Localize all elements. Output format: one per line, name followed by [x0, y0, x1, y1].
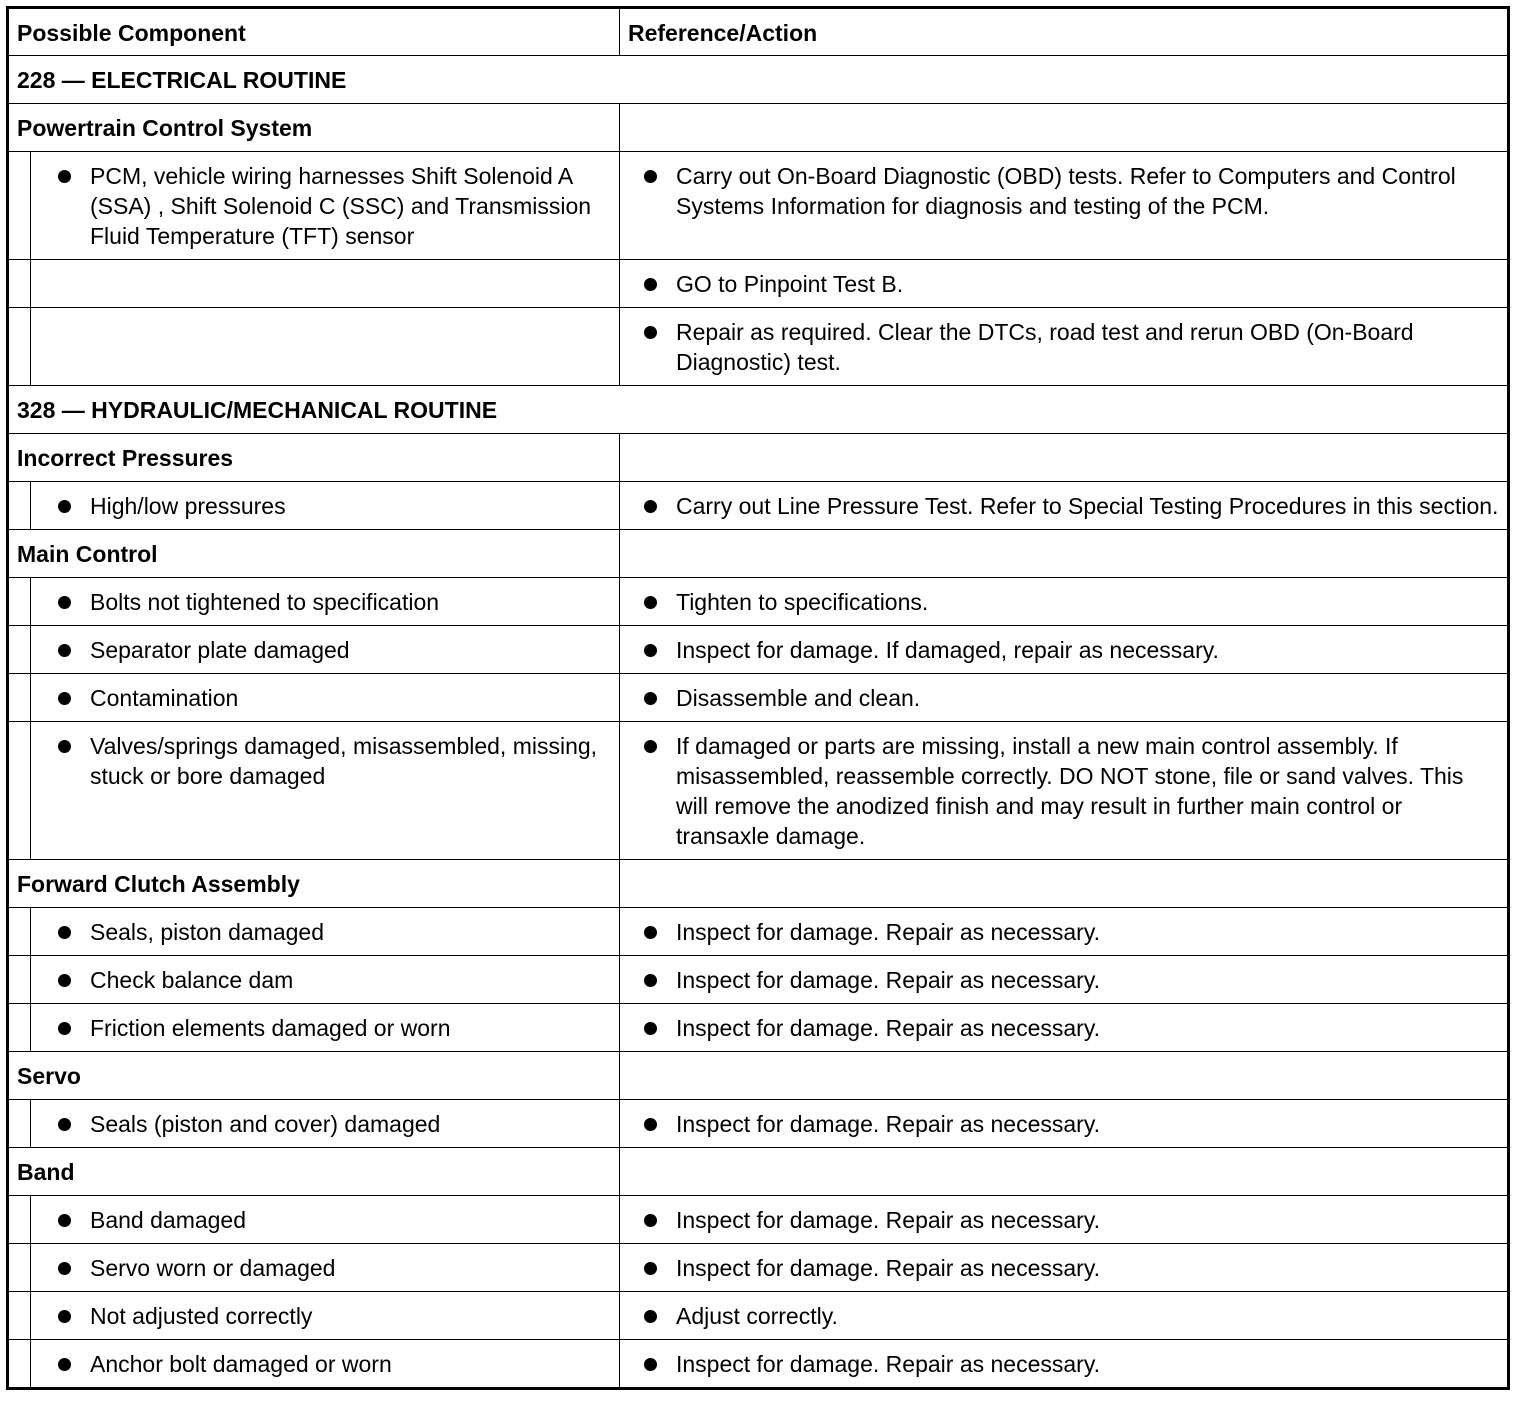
component-cell-text: Not adjusted correctly — [90, 1303, 313, 1329]
indent-cell — [8, 908, 31, 956]
component-cell — [31, 1100, 620, 1148]
bullet-item — [620, 1292, 1507, 1339]
indent-cell — [8, 260, 31, 308]
action-cell — [620, 260, 1509, 308]
action-cell — [620, 308, 1509, 386]
indent-cell — [8, 308, 31, 386]
table-row — [8, 308, 1509, 386]
table-row — [8, 1196, 1509, 1244]
bullet-item — [31, 626, 619, 673]
group-empty-cell — [620, 530, 1509, 578]
bullet-icon — [58, 1214, 71, 1227]
component-cell — [31, 1292, 620, 1340]
bullet-item — [620, 578, 1507, 625]
bullet-item — [31, 1100, 619, 1147]
table-row — [8, 674, 1509, 722]
component-cell — [31, 1340, 620, 1389]
indent-cell — [8, 1100, 31, 1148]
bullet-item — [31, 956, 619, 1003]
action-cell — [620, 1100, 1509, 1148]
bullet-item — [620, 674, 1507, 721]
bullet-icon — [58, 740, 71, 753]
bullet-item — [620, 1340, 1507, 1387]
bullet-item — [620, 260, 1507, 307]
group-title: Main Control — [8, 530, 620, 578]
table-row — [8, 1244, 1509, 1292]
component-cell-text: Bolts not tightened to specification — [90, 589, 440, 615]
header-component: Possible Component — [8, 8, 620, 56]
component-cell — [31, 1244, 620, 1292]
component-cell-text: Seals (piston and cover) damaged — [90, 1111, 441, 1137]
bullet-icon — [644, 740, 657, 753]
component-cell — [31, 1196, 620, 1244]
bullet-icon — [644, 500, 657, 513]
bullet-icon — [644, 1118, 657, 1131]
bullet-icon — [58, 596, 71, 609]
component-cell — [31, 260, 620, 308]
action-cell — [620, 152, 1509, 260]
indent-cell — [8, 674, 31, 722]
group-empty-cell — [620, 1052, 1509, 1100]
action-cell — [620, 1244, 1509, 1292]
action-cell — [620, 956, 1509, 1004]
bullet-icon — [644, 326, 657, 339]
action-cell-text: Adjust correctly. — [676, 1303, 838, 1329]
header-action: Reference/Action — [620, 8, 1509, 56]
diagnosis-table — [6, 6, 1510, 1390]
table-row — [8, 722, 1509, 860]
group-empty-cell — [620, 1148, 1509, 1196]
action-cell — [620, 722, 1509, 860]
group-empty-cell — [620, 434, 1509, 482]
section-title: 328 — HYDRAULIC/MECHANICAL ROUTINE — [8, 386, 1509, 434]
bullet-icon — [58, 644, 71, 657]
component-cell — [31, 482, 620, 530]
bullet-icon — [58, 1118, 71, 1131]
component-cell-text: Seals, piston damaged — [90, 919, 324, 945]
component-cell-text: Contamination — [90, 685, 239, 711]
table-row — [8, 482, 1509, 530]
group-title: Servo — [8, 1052, 620, 1100]
table-row — [8, 260, 1509, 308]
indent-cell — [8, 1292, 31, 1340]
bullet-icon — [58, 926, 71, 939]
bullet-item — [620, 1100, 1507, 1147]
bullet-item — [31, 1004, 619, 1051]
component-cell — [31, 308, 620, 386]
section-row — [8, 56, 1509, 104]
component-cell — [31, 674, 620, 722]
action-cell-text: GO to Pinpoint Test B. — [676, 271, 904, 297]
group-title: Powertrain Control System — [8, 104, 620, 152]
bullet-item — [620, 152, 1507, 229]
indent-cell — [8, 626, 31, 674]
bullet-icon — [644, 926, 657, 939]
bullet-icon — [644, 1214, 657, 1227]
action-cell-text: Disassemble and clean. — [676, 685, 921, 711]
component-cell-text: Valves/springs damaged, misassembled, missing, stuck or bore damaged — [90, 733, 598, 789]
action-cell — [620, 1292, 1509, 1340]
group-empty-cell — [620, 860, 1509, 908]
component-cell — [31, 908, 620, 956]
action-cell-text: Inspect for damage. Repair as necessary. — [676, 967, 1101, 993]
action-cell — [620, 908, 1509, 956]
indent-cell — [8, 1244, 31, 1292]
bullet-icon — [644, 278, 657, 291]
bullet-icon — [644, 644, 657, 657]
component-cell-text: Check balance dam — [90, 967, 294, 993]
action-cell — [620, 482, 1509, 530]
bullet-item — [31, 722, 619, 799]
table-row — [8, 152, 1509, 260]
bullet-icon — [58, 1262, 71, 1275]
component-cell — [31, 722, 620, 860]
bullet-icon — [644, 1310, 657, 1323]
bullet-icon — [644, 1022, 657, 1035]
action-cell-text: Inspect for damage. Repair as necessary. — [676, 1207, 1101, 1233]
bullet-item — [620, 956, 1507, 1003]
bullet-item — [31, 482, 619, 529]
component-cell — [31, 578, 620, 626]
group-empty-cell — [620, 104, 1509, 152]
action-cell-text: If damaged or parts are missing, install a new main control assembly. If misassembled, reassemble correctly. DO NOT stone, file or sand valves. This will remove the anodized finish and may result in further main control or transaxle damage. — [676, 733, 1464, 849]
bullet-item — [620, 626, 1507, 673]
bullet-icon — [58, 500, 71, 513]
component-cell-text: Band damaged — [90, 1207, 247, 1233]
bullet-item — [31, 578, 619, 625]
header-row — [8, 8, 1509, 56]
action-cell-text: Carry out On-Board Diagnostic (OBD) tests. Refer to Computers and Control Systems Information for diagnosis and testing of the PCM. — [676, 163, 1456, 219]
bullet-icon — [644, 974, 657, 987]
bullet-item — [31, 908, 619, 955]
indent-cell — [8, 956, 31, 1004]
component-cell-text: Anchor bolt damaged or worn — [90, 1351, 392, 1377]
bullet-icon — [58, 1022, 71, 1035]
bullet-item — [620, 1004, 1507, 1051]
action-cell-text: Inspect for damage. Repair as necessary. — [676, 1351, 1101, 1377]
bullet-item — [31, 1340, 619, 1387]
bullet-item — [620, 1244, 1507, 1291]
group-row — [8, 860, 1509, 908]
bullet-item — [31, 1244, 619, 1291]
bullet-icon — [58, 692, 71, 705]
group-title: Forward Clutch Assembly — [8, 860, 620, 908]
action-cell-text: Tighten to specifications. — [676, 589, 929, 615]
indent-cell — [8, 1004, 31, 1052]
component-cell-text: Friction elements damaged or worn — [90, 1015, 451, 1041]
bullet-icon — [644, 170, 657, 183]
bullet-icon — [644, 692, 657, 705]
table-row — [8, 1004, 1509, 1052]
action-cell — [620, 578, 1509, 626]
action-cell — [620, 1196, 1509, 1244]
action-cell-text: Inspect for damage. Repair as necessary. — [676, 1111, 1101, 1137]
bullet-icon — [644, 596, 657, 609]
bullet-icon — [644, 1262, 657, 1275]
table-row — [8, 1292, 1509, 1340]
bullet-icon — [644, 1358, 657, 1371]
action-cell-text: Inspect for damage. Repair as necessary. — [676, 1015, 1101, 1041]
action-cell — [620, 1340, 1509, 1389]
indent-cell — [8, 722, 31, 860]
component-cell-text: PCM, vehicle wiring harnesses Shift Solenoid A (SSA) , Shift Solenoid C (SSC) and Transmission Fluid Temperature (TFT) sensor — [90, 163, 592, 249]
group-row — [8, 1148, 1509, 1196]
table-row — [8, 956, 1509, 1004]
action-cell — [620, 674, 1509, 722]
action-cell-text: Inspect for damage. Repair as necessary. — [676, 1255, 1101, 1281]
bullet-icon — [58, 1310, 71, 1323]
indent-cell — [8, 152, 31, 260]
indent-cell — [8, 1340, 31, 1389]
group-title: Band — [8, 1148, 620, 1196]
bullet-item — [620, 482, 1507, 529]
action-cell-text: Repair as required. Clear the DTCs, road test and rerun OBD (On-Board Diagnostic) test. — [676, 319, 1414, 375]
section-title: 228 — ELECTRICAL ROUTINE — [8, 56, 1509, 104]
bullet-item — [620, 722, 1507, 859]
table-row — [8, 578, 1509, 626]
component-cell-text: Servo worn or damaged — [90, 1255, 336, 1281]
bullet-icon — [58, 170, 71, 183]
bullet-icon — [58, 1358, 71, 1371]
group-row — [8, 530, 1509, 578]
group-row — [8, 104, 1509, 152]
action-cell — [620, 626, 1509, 674]
bullet-item — [620, 1196, 1507, 1243]
bullet-item — [620, 908, 1507, 955]
table-row — [8, 1100, 1509, 1148]
group-title: Incorrect Pressures — [8, 434, 620, 482]
group-row — [8, 434, 1509, 482]
bullet-item — [620, 308, 1507, 385]
component-cell — [31, 956, 620, 1004]
action-cell — [620, 1004, 1509, 1052]
indent-cell — [8, 1196, 31, 1244]
component-cell-text: High/low pressures — [90, 493, 286, 519]
action-cell-text: Carry out Line Pressure Test. Refer to Special Testing Procedures in this section. — [676, 493, 1499, 519]
indent-cell — [8, 482, 31, 530]
component-cell-text: Separator plate damaged — [90, 637, 350, 663]
bullet-item — [31, 674, 619, 721]
bullet-icon — [58, 974, 71, 987]
section-row — [8, 386, 1509, 434]
component-cell — [31, 626, 620, 674]
action-cell-text: Inspect for damage. Repair as necessary. — [676, 919, 1101, 945]
table-row — [8, 908, 1509, 956]
component-cell — [31, 1004, 620, 1052]
table-row — [8, 626, 1509, 674]
indent-cell — [8, 578, 31, 626]
bullet-item — [31, 1292, 619, 1339]
table-row — [8, 1340, 1509, 1389]
group-row — [8, 1052, 1509, 1100]
bullet-item — [31, 1196, 619, 1243]
action-cell-text: Inspect for damage. If damaged, repair as necessary. — [676, 637, 1219, 663]
bullet-item — [31, 152, 619, 259]
component-cell — [31, 152, 620, 260]
